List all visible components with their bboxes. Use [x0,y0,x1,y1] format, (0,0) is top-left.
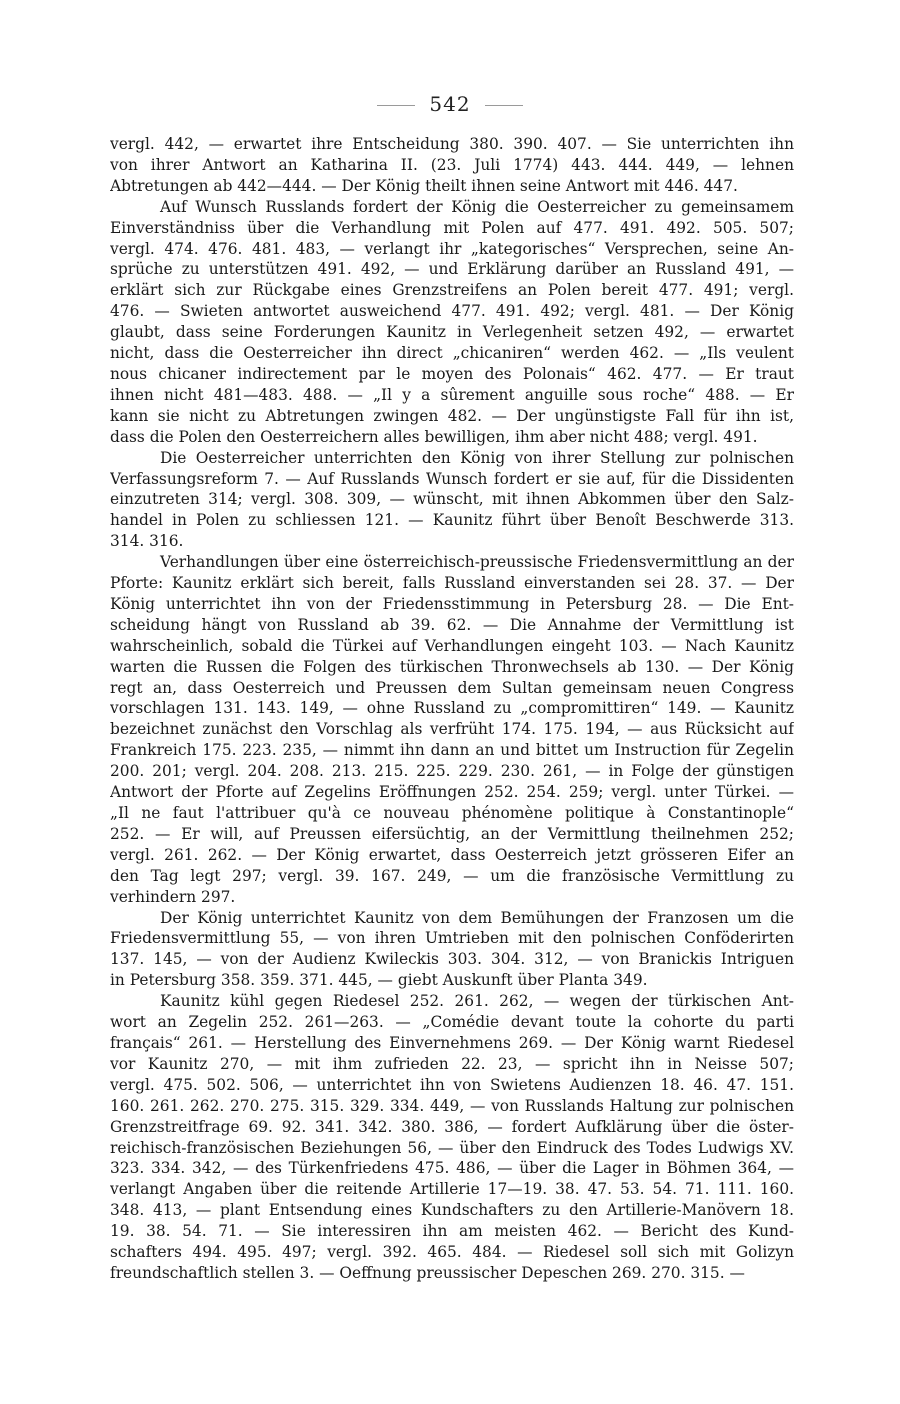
text-line: vor Kaunitz 270, — mit ihm zufrieden 22. 23, — spricht ihn in Neisse 507; [110,1054,794,1073]
text-line: einzutreten 314; vergl. 308. 309, — wünscht, mit ihnen Abkommen über den Salz- [110,490,794,509]
text-line: wahrscheinlich, sobald die Türkei auf Verhandlungen eingeht 103. — Nach Kaunitz [110,636,794,655]
text-line: den Tag legt 297; vergl. 39. 167. 249, — um die französische Vermittlung zu [110,866,794,885]
page-number: 542 [429,92,471,116]
header-rule-left [377,105,415,106]
text-line: freundschaftlich stellen 3. — Oeffnung preussischer Depeschen 269. 270. 315. — [110,1263,745,1282]
text-line: 314. 316. [110,532,184,551]
text-line: 160. 261. 262. 270. 275. 315. 329. 334. 449, — von Russlands Haltung zur polnischen [110,1096,794,1115]
text-line: Die Oesterreicher unterrichten den König von ihrer Stellung zur polnischen [160,448,794,467]
text-line: kann sie nicht zu Abtretungen zwingen 482. — Der ungünstigste Fall für ihn ist, [110,406,794,425]
text-line: in Petersburg 358. 359. 371. 445, — giebt Auskunft über Planta 349. [110,971,648,990]
text-line: verhindern 297. [110,887,236,906]
text-line: nous chicaner indirectement par le moyen des Polonais“ 462. 477. — Er traut [110,364,794,383]
text-line: sprüche zu unterstützen 491. 492, — und Erklärung darüber an Russland 491, — [110,260,794,279]
text-line: vergl. 261. 262. — Der König erwartet, dass Oesterreich jetzt grösseren Eifer an [110,845,794,864]
text-line: 476. — Swieten antwortet ausweichend 477. 491. 492; vergl. 481. — Der König [110,302,794,321]
text-line: vergl. 442, — erwartet ihre Entscheidung 380. 390. 407. — Sie unterrichten ihn [110,135,794,153]
text-line: Verfassungsreform 7. — Auf Russlands Wunsch fordert er sie auf, für die Dissidenten [110,469,794,488]
text-line: Der König unterrichtet Kaunitz von dem Bemühungen der Franzosen um die [160,908,794,927]
text-line: Abtretungen ab 442—444. — Der König theilt ihnen seine Antwort mit 446. 447. [110,176,738,195]
text-line: reichisch-französischen Beziehungen 56, — über den Eindruck des Todes Ludwigs XV. [110,1138,794,1157]
text-line: Grenzstreitfrage 69. 92. 341. 342. 380. 386, — fordert Aufklärung über die öster- [110,1117,794,1136]
text-line: Verhandlungen über eine österreichisch-preussische Friedensvermittlung an der [160,553,794,572]
text-line: Friedensvermittlung 55, — von ihren Umtrieben mit den polnischen Conföderirten [110,929,794,948]
index-paragraph [110,991,794,1284]
index-paragraph [110,134,794,197]
text-line: Frankreich 175. 223. 235, — nimmt ihn dann an und bittet um Instruction für Zegelin [110,741,794,760]
text-line: dass die Polen den Oesterreichern alles bewilligen, ihm aber nicht 488; vergl. 491. [110,427,758,446]
text-line: verlangt Angaben über die reitende Artillerie 17—19. 38. 47. 53. 54. 71. 111. 160. [110,1180,794,1199]
text-line: Pforte: Kaunitz erklärt sich bereit, falls Russland einverstanden sei 28. 37. — Der [110,574,794,593]
text-line: regt an, dass Oesterreich und Preussen dem Sultan gemeinsam neuen Congress [110,678,794,697]
text-line: 137. 145, — von der Audienz Kwileckis 303. 304. 312, — von Branickis Intriguen [110,950,794,969]
text-line: handel in Polen zu schliessen 121. — Kaunitz führt über Benoît Beschwerde 313. [110,511,794,530]
text-line: erklärt sich zur Rückgabe eines Grenzstreifens an Polen bereit 477. 491; vergl. [110,281,794,300]
text-line: schafters 494. 495. 497; vergl. 392. 465. 484. — Riedesel soll sich mit Golizyn [110,1243,794,1262]
text-line: ihnen nicht 481—483. 488. — „Il y a sûrement anguille sous roche“ 488. — Er [110,385,794,404]
text-line: nicht, dass die Oesterreicher ihn direct „chicaniren“ werden 462. — „Ils veulent [110,344,794,363]
text-line: glaubt, dass seine Forderungen Kaunitz in Verlegenheit setzen 492, — erwartet [110,323,794,342]
text-line: français“ 261. — Herstellung des Einvernehmens 269. — Der König warnt Riedesel [110,1033,794,1052]
index-paragraph [110,552,794,907]
text-line: vergl. 475. 502. 506, — unterrichtet ihn von Swietens Audienzen 18. 46. 47. 151. [110,1075,794,1094]
page-header [0,92,900,116]
text-line: 348. 413, — plant Entsendung eines Kundschafters zu den Artillerie-Manövern 18. [110,1201,794,1220]
index-paragraph [110,448,794,553]
text-line: Kaunitz kühl gegen Riedesel 252. 261. 262, — wegen der türkischen Ant- [160,992,794,1011]
index-text-body [110,134,794,1284]
text-line: warten die Russen die Folgen des türkischen Thronwechsels ab 130. — Der König [110,657,794,676]
text-line: scheidung hängt von Russland ab 39. 62. — Die Annahme der Vermittlung ist [110,615,794,634]
index-paragraph [110,908,794,992]
text-line: König unterrichtet ihn von der Friedensstimmung in Petersburg 28. — Die Ent- [110,594,794,613]
header-rule-right [485,105,523,106]
text-line: wort an Zegelin 252. 261—263. — „Comédie devant toute la cohorte du parti [110,1013,794,1032]
text-line: 252. — Er will, auf Preussen eifersüchtig, an der Vermittlung theilnehmen 252; [110,824,794,843]
text-line: Antwort der Pforte auf Zegelins Eröffnungen 252. 254. 259; vergl. unter Türkei. — [110,783,794,802]
text-line: Auf Wunsch Russlands fordert der König die Oesterreicher zu gemeinsamem [160,197,794,216]
index-paragraph [110,197,794,448]
text-line: 200. 201; vergl. 204. 208. 213. 215. 225. 229. 230. 261, — in Folge der günstigen [110,762,794,781]
text-line: vorschlagen 131. 143. 149, — ohne Russland zu „compromittiren“ 149. — Kaunitz [110,699,794,718]
text-line: Einverständniss über die Verhandlung mit Polen auf 477. 491. 492. 505. 507; [110,218,794,237]
text-line: von ihrer Antwort an Katharina II. (23. Juli 1774) 443. 444. 449, — lehnen [110,155,794,174]
text-line: vergl. 474. 476. 481. 483, — verlangt ihr „kategorisches“ Versprechen, seine An- [110,239,794,258]
text-line: „Il ne faut l'attribuer qu'à ce nouveau phénomène politique à Constantinople“ [110,804,794,822]
text-line: 19. 38. 54. 71. — Sie interessiren ihn am meisten 462. — Bericht des Kund- [110,1222,794,1241]
text-line: 323. 334. 342, — des Türkenfriedens 475. 486, — über die Lager in Böhmen 364, — [110,1159,794,1178]
text-line: bezeichnet zunächst den Vorschlag als verfrüht 174. 175. 194, — aus Rücksicht auf [110,720,794,739]
